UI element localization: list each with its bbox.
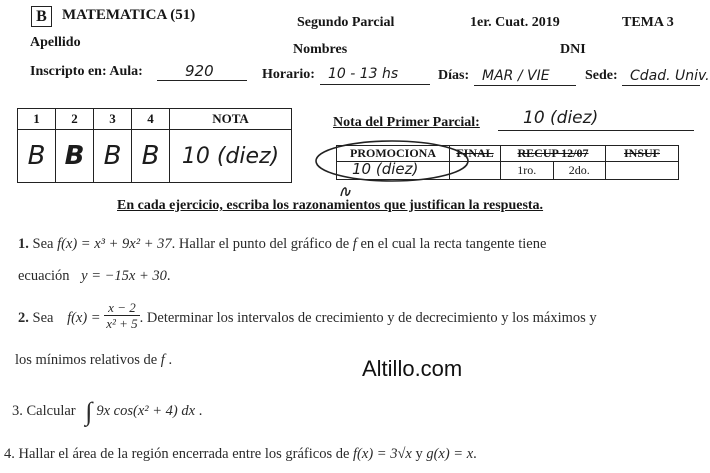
dni-label: DNI <box>560 42 586 57</box>
horario-label: Horario: <box>262 67 315 82</box>
question-2-text-b: . Determinar los intervalos de crecimiento y de decrecimiento y los máximos y <box>139 309 597 326</box>
dias-line <box>474 85 576 86</box>
primer-parcial-label: Nota del Primer Parcial: <box>333 115 480 130</box>
grade-value-3: B <box>94 130 132 183</box>
question-1 <box>18 236 546 253</box>
question-1-f: f <box>352 236 357 252</box>
question-2 <box>18 300 597 342</box>
question-1-text-b: . Hallar el punto del gráfico de <box>171 236 350 252</box>
horario-line <box>320 84 430 85</box>
nombres-label: Nombres <box>293 42 348 57</box>
question-1-text-d: ecuación <box>18 268 70 284</box>
tema-box: B <box>31 6 52 27</box>
question-3 <box>12 397 202 427</box>
question-1-function: f(x) = x³ + 9x² + 37 <box>57 236 172 252</box>
grade-value-1: B <box>18 130 56 183</box>
question-1-text-a: Sea <box>32 236 54 252</box>
question-1-equation: y = −15x + 30 <box>81 268 167 284</box>
recup-2do: 2do. <box>553 162 606 180</box>
question-3-number: 3. <box>12 403 23 419</box>
grades-table <box>17 108 292 183</box>
grades-value-row <box>18 130 292 183</box>
question-4-number: 4. <box>4 446 15 462</box>
question-4-y: y <box>415 446 423 462</box>
question-2-text-a: Sea <box>32 309 54 326</box>
apellido-label: Apellido <box>30 35 81 50</box>
recup-1ro: 1ro. <box>501 162 554 180</box>
question-4 <box>4 446 477 463</box>
aula-line <box>157 80 247 81</box>
subject-title: MATEMATICA (51) <box>62 7 196 23</box>
grade-header-3: 3 <box>94 109 132 130</box>
inscripto-label: Inscripto en: Aula: <box>30 64 143 79</box>
recup-header: RECUP 12/07 <box>501 146 606 162</box>
primer-parcial-value: 10 (diez) <box>523 108 599 128</box>
grade-header-4: 4 <box>132 109 170 130</box>
insuf-cell <box>606 162 679 180</box>
question-1-text-e: . <box>166 268 171 284</box>
insuf-header: INSUF <box>606 146 679 162</box>
question-4-g: g(x) = x <box>426 446 474 462</box>
final-header: FINAL <box>450 146 501 162</box>
promociona-header: PROMOCIONA <box>337 146 450 162</box>
question-3-integrand: 9x cos(x² + 4) dx <box>96 403 196 419</box>
dias-value: MAR / VIE <box>482 68 550 84</box>
grade-value-nota: 10 (diez) <box>170 130 292 183</box>
question-1-line-2 <box>18 268 171 285</box>
sede-value: Cdad. Univ. <box>630 68 710 84</box>
grade-header-2: 2 <box>56 109 94 130</box>
question-2-denominator: x² + 5 <box>106 316 138 331</box>
question-4-text-a: Hallar el área de la región encerrada entre los gráficos de <box>18 446 350 462</box>
question-3-text-a: Calcular <box>26 403 76 419</box>
sede-label: Sede: <box>585 68 618 83</box>
grade-value-2: B <box>56 130 94 183</box>
instruction: En cada ejercicio, escriba los razonamientos que justifican la respuesta. <box>117 198 544 213</box>
horario-value: 10 - 13 hs <box>328 66 399 82</box>
dias-label: Días: <box>438 68 470 83</box>
question-2-text-d: . <box>168 352 173 368</box>
question-2-text-c: los mínimos relativos de <box>15 352 158 368</box>
question-2-numerator: x − 2 <box>104 300 139 316</box>
question-2-fraction <box>104 300 139 331</box>
exam-name: Segundo Parcial <box>297 15 395 30</box>
exam-tema: TEMA 3 <box>622 15 674 30</box>
primer-parcial-line <box>498 130 694 131</box>
aula-value: 920 <box>185 62 214 80</box>
grades-header-row <box>18 109 292 130</box>
exam-term: 1er. Cuat. 2019 <box>470 15 560 30</box>
promociona-value: 10 (diez) <box>352 160 419 178</box>
question-2-lhs: f(x) = <box>67 309 101 326</box>
question-2-f: f <box>160 352 165 368</box>
integral-sign: ∫ <box>85 397 93 426</box>
watermark: Altillo.com <box>362 356 463 381</box>
grade-header-nota: NOTA <box>170 109 292 130</box>
question-4-text-b: . <box>473 446 477 462</box>
question-1-text-c: en el cual la recta tangente tiene <box>360 236 547 252</box>
question-1-number: 1. <box>18 236 29 252</box>
grade-value-4: B <box>132 130 170 183</box>
promociona-circle <box>312 137 472 187</box>
question-3-text-b: . <box>198 403 203 419</box>
question-4-f: f(x) = 3√x <box>353 446 412 462</box>
sede-line <box>622 85 700 86</box>
question-2-number: 2. <box>18 309 29 326</box>
question-2-line-2 <box>15 352 172 369</box>
grade-header-1: 1 <box>18 109 56 130</box>
